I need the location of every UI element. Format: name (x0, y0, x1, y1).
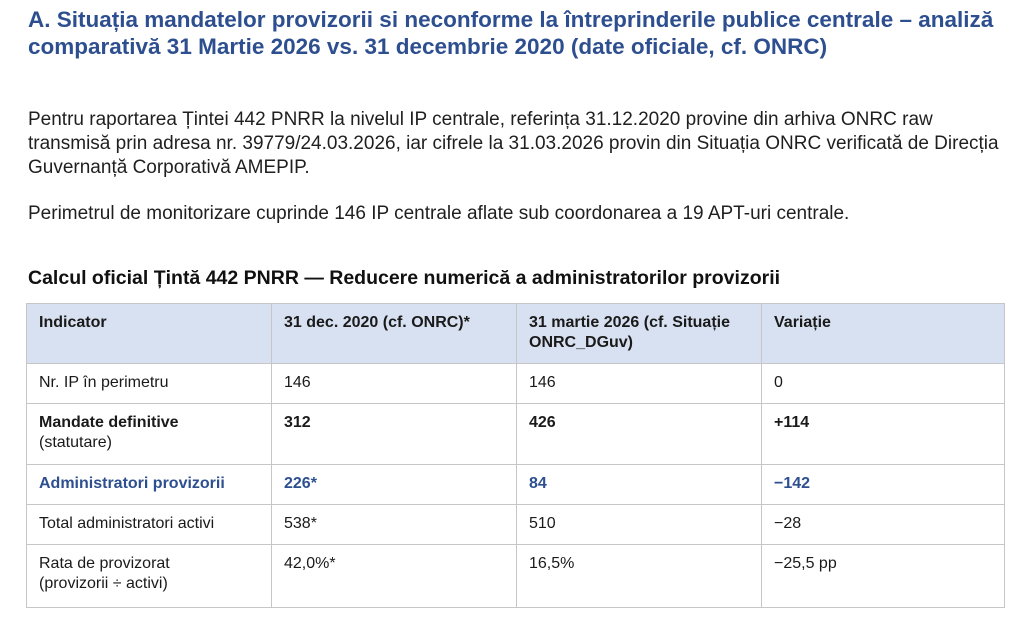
cell-variatie: −28 (762, 505, 1005, 545)
table-header-row (27, 304, 1005, 364)
cell-mar-2026: 510 (517, 505, 762, 545)
indicator-sublabel: (statutare) (39, 434, 112, 451)
table-title: Calcul oficial Țintă 442 PNRR — Reducere numerică a administratorilor provizorii (28, 267, 781, 289)
cell-dec-2020: 42,0%* (272, 545, 517, 608)
cell-variatie: −142 (762, 465, 1005, 505)
cell-dec-2020: 312 (272, 404, 517, 465)
cell-indicator: Total administratori activi (27, 505, 272, 545)
header-dec-2020: 31 dec. 2020 (cf. ONRC)* (272, 304, 517, 364)
header-indicator: Indicator (27, 304, 272, 364)
paragraph-perimeter: Perimetrul de monitorizare cuprinde 146 IP centrale aflate sub coordonarea a 19 APT-uri centrale. (28, 203, 850, 224)
table-row (27, 364, 1005, 404)
cell-variatie: 0 (762, 364, 1005, 404)
table-row-highlight (27, 465, 1005, 505)
paragraph-source: Pentru raportarea Țintei 442 PNRR la nivelul IP centrale, referința 31.12.2020 provine din arhiva ONRC raw transmisă prin adresa nr. 39779/24.03.2026, iar cifrele la 31.03.2026 provin din Situația ONRC verificată de Direcția Guvernanță Corporativă AMEPIP. (28, 109, 999, 178)
cell-mar-2026: 146 (517, 364, 762, 404)
cell-indicator (27, 404, 272, 465)
cell-mar-2026: 84 (517, 465, 762, 505)
header-variatie: Variație (762, 304, 1005, 364)
cell-mar-2026: 16,5% (517, 545, 762, 608)
cell-variatie: −25,5 pp (762, 545, 1005, 608)
comparison-table (26, 303, 1005, 608)
header-mar-2026: 31 martie 2026 (cf. Situație ONRC_DGuv) (517, 304, 762, 364)
cell-indicator: Administratori provizorii (27, 465, 272, 505)
table-row (27, 545, 1005, 608)
cell-dec-2020: 538* (272, 505, 517, 545)
table-row (27, 404, 1005, 465)
indicator-label: Rata de provizorat (39, 555, 170, 572)
cell-indicator: Nr. IP în perimetru (27, 364, 272, 404)
indicator-sublabel: (provizorii ÷ activi) (39, 575, 168, 592)
table-row (27, 505, 1005, 545)
cell-variatie: +114 (762, 404, 1005, 465)
indicator-label: Mandate definitive (39, 414, 179, 431)
cell-dec-2020: 226* (272, 465, 517, 505)
section-heading: A. Situația mandatelor provizorii si neconforme la întreprinderile publice centrale – analiză comparativă 31 Martie 2026 vs. 31 decembrie 2020 (date oficiale, cf. ONRC) (28, 7, 994, 59)
cell-indicator (27, 545, 272, 608)
cell-dec-2020: 146 (272, 364, 517, 404)
cell-mar-2026: 426 (517, 404, 762, 465)
